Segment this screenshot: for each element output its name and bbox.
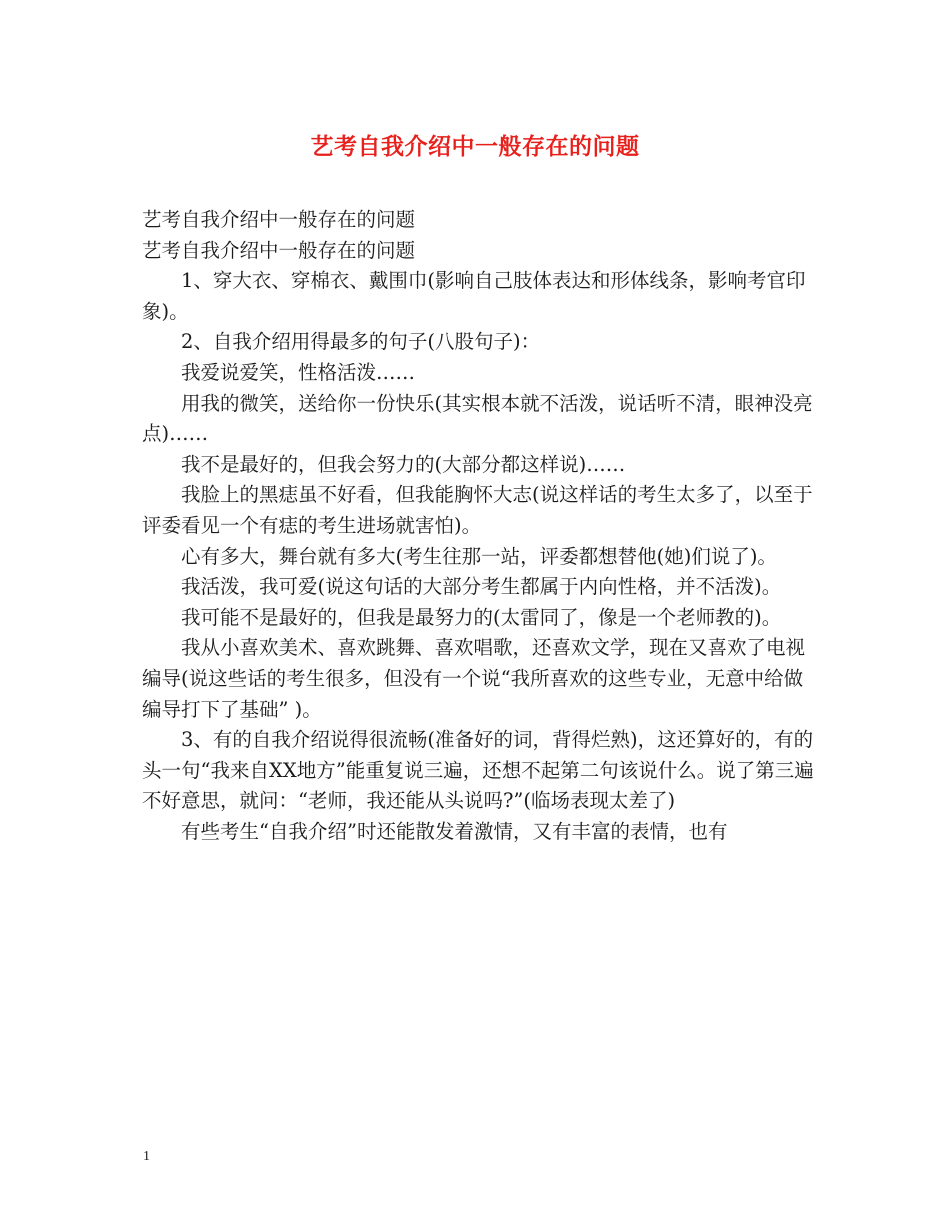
document-title: 艺考自我介绍中一般存在的问题	[310, 133, 640, 160]
body-paragraph: 心有多大，舞台就有多大(考生往那一站，评委都想替他(她)们说了)。	[181, 544, 777, 568]
body-paragraph: 艺考自我介绍中一般存在的问题	[142, 238, 416, 262]
body-paragraph: 3、有的自我介绍说得很流畅(准备好的词，背得烂熟)，这还算好的，有的头一句“我来自XX地方”能重复说三遍，还想不起第二句该说什么。说了第三遍不好意思，就问：“老师，我还能从头说吗?”(临场表现太差了)	[142, 728, 814, 813]
document-body	[142, 205, 817, 847]
body-paragraph: 我可能不是最好的，但我是最努力的(太雷同了，像是一个老师教的)。	[181, 605, 782, 629]
body-paragraph: 艺考自我介绍中一般存在的问题	[142, 208, 416, 231]
body-paragraph: 我脸上的黑痣虽不好看，但我能胸怀大志(说这样话的考生太多了，以至于评委看见一个有痣的考生进场就害怕)。	[142, 483, 813, 537]
body-paragraph: 我爱说爱笑，性格活泼……	[181, 360, 416, 384]
body-paragraph: 我不是最好的，但我会努力的(大部分都这样说)……	[181, 452, 626, 476]
body-paragraph: 有些考生“自我介绍”时还能散发着激情，又有丰富的表情，也有	[181, 819, 728, 843]
page-number: 1	[143, 1149, 150, 1164]
body-paragraph: 2、自我介绍用得最多的句子(八股句子)：	[181, 330, 541, 354]
body-paragraph: 用我的微笑，送给你一份快乐(其实根本就不活泼，说话听不清，眼神没亮点)……	[142, 391, 813, 446]
body-paragraph: 我活泼，我可爱(说这句话的大部分考生都属于内向性格，并不活泼)。	[181, 575, 782, 599]
body-paragraph: 1、穿大衣、穿棉衣、戴围巾(影响自己肢体表达和形体线条，影响考官印象)。	[142, 269, 806, 323]
body-paragraph: 我从小喜欢美术、喜欢跳舞、喜欢唱歌，还喜欢文学，现在又喜欢了电视编导(说这些话的考生很多，但没有一个说“我所喜欢的这些专业，无意中给做编导打下了基础” )。	[142, 636, 806, 721]
